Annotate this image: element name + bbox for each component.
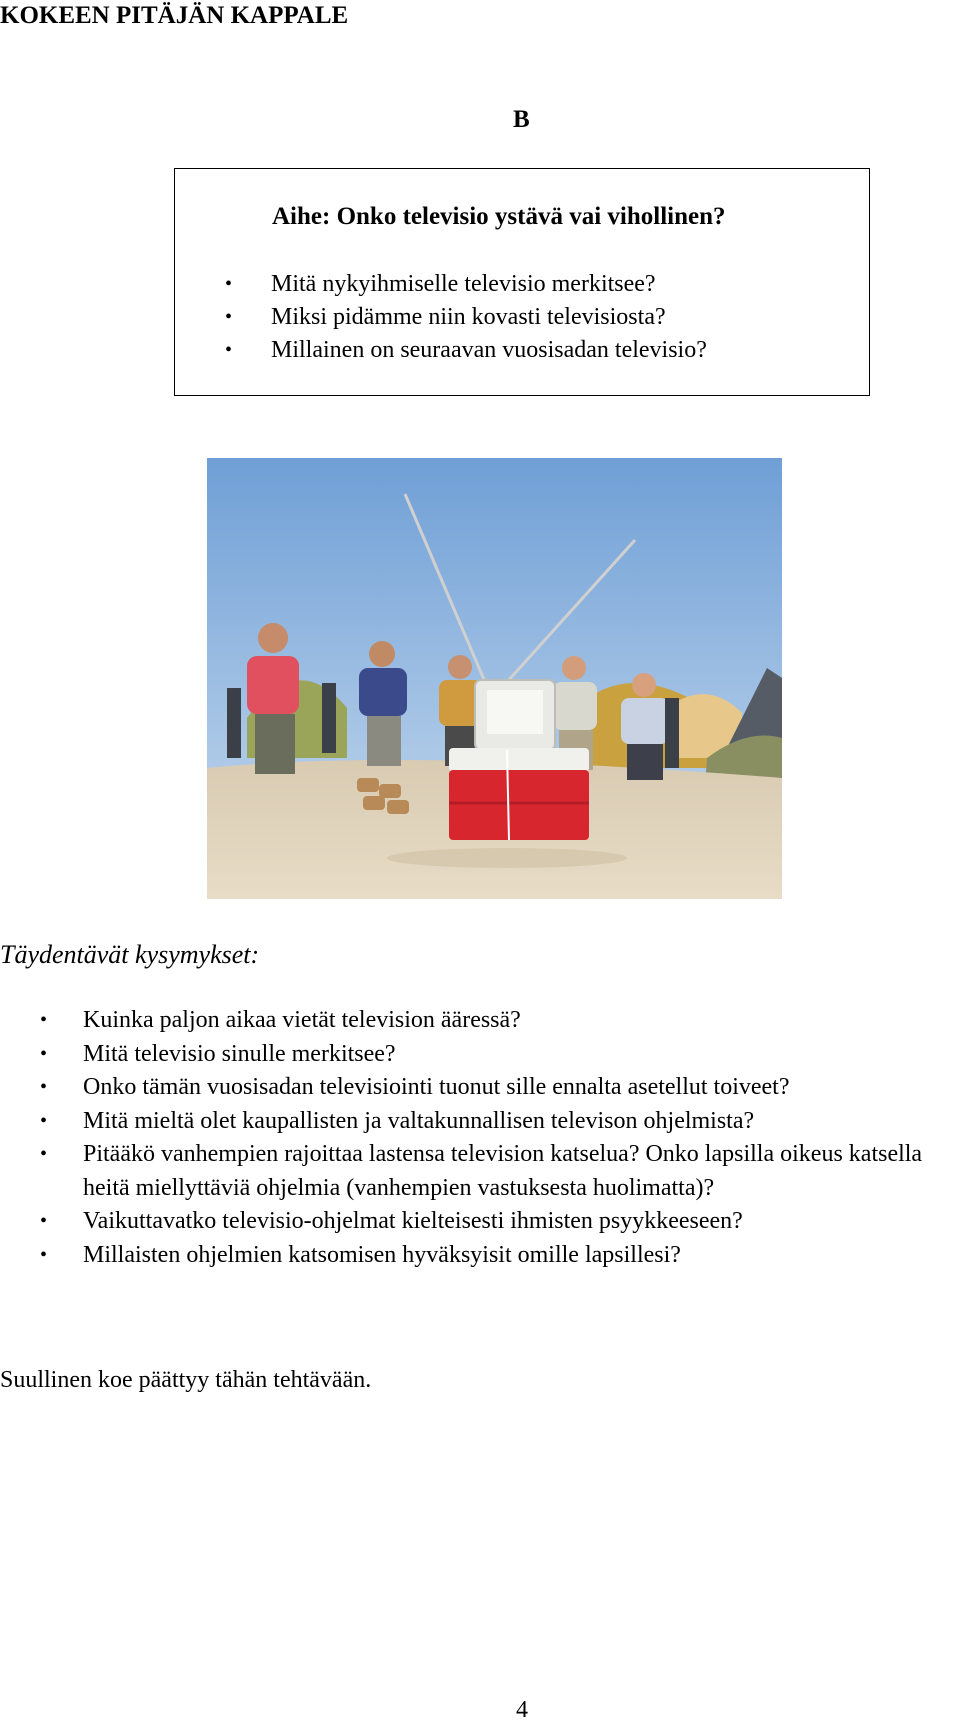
list-item <box>0 1205 960 1239</box>
list-item-text: Kuinka paljon aikaa vietät television ääressä? <box>83 1007 521 1033</box>
bullet-icon: • <box>225 339 233 361</box>
bullet-icon: • <box>40 1042 48 1065</box>
list-item <box>0 1105 960 1139</box>
list-item-text: Vaikuttavatko televisio-ohjelmat kielteisesti ihmisten psyykkeeseen? <box>83 1208 743 1234</box>
bullet-icon: • <box>225 306 233 328</box>
list-item <box>225 334 707 367</box>
list-item <box>0 1004 960 1038</box>
list-item-text: Millainen on seuraavan vuosisadan televisio? <box>271 337 707 363</box>
closing-text: Suullinen koe päättyy tähän tehtävään. <box>0 1367 372 1393</box>
list-item-text: Mitä televisio sinulle merkitsee? <box>83 1040 396 1067</box>
bullet-icon: • <box>40 1076 48 1098</box>
bullet-icon: • <box>225 273 233 295</box>
list-item <box>225 301 707 334</box>
topic-box <box>174 168 870 396</box>
beach-television-photo <box>207 458 782 899</box>
photo-illustration <box>207 458 782 899</box>
section-letter: B <box>513 106 530 133</box>
supplementary-heading: Täydentävät kysymykset: <box>0 940 260 969</box>
bullet-icon: • <box>40 1009 48 1031</box>
list-item-text: Miksi pidämme niin kovasti televisiosta? <box>271 304 666 330</box>
list-item <box>225 268 707 301</box>
supplementary-question-list <box>0 1004 960 1272</box>
topic-heading: Aihe: Onko televisio ystävä vai vihollinen? <box>272 203 726 230</box>
topic-question-list <box>225 268 707 367</box>
list-item-text: Mitä nykyihmiselle televisio merkitsee? <box>271 271 656 297</box>
bullet-icon: • <box>40 1210 48 1232</box>
list-item <box>0 1138 960 1205</box>
list-item <box>0 1038 960 1072</box>
document-title: KOKEEN PITÄJÄN KAPPALE <box>0 2 349 29</box>
page-number: 4 <box>516 1697 528 1723</box>
list-item-text: Onko tämän vuosisadan televisiointi tuonut sille ennalta asetellut toiveet? <box>83 1074 790 1100</box>
list-item-text: Pitääkö vanhempien rajoittaa lastensa television katselua? Onko lapsilla oikeus katsella heitä miellyttäviä ohjelmia (vanhempien vastuksesta huolimatta)? <box>83 1141 923 1201</box>
bullet-icon: • <box>40 1243 48 1266</box>
list-item <box>0 1239 960 1273</box>
list-item <box>0 1071 960 1105</box>
bullet-icon: • <box>40 1143 48 1165</box>
bullet-icon: • <box>40 1109 48 1132</box>
list-item-text: Millaisten ohjelmien katsomisen hyväksyisit omille lapsillesi? <box>83 1241 681 1268</box>
list-item-text: Mitä mieltä olet kaupallisten ja valtakunnallisen televison ohjelmista? <box>83 1107 755 1134</box>
